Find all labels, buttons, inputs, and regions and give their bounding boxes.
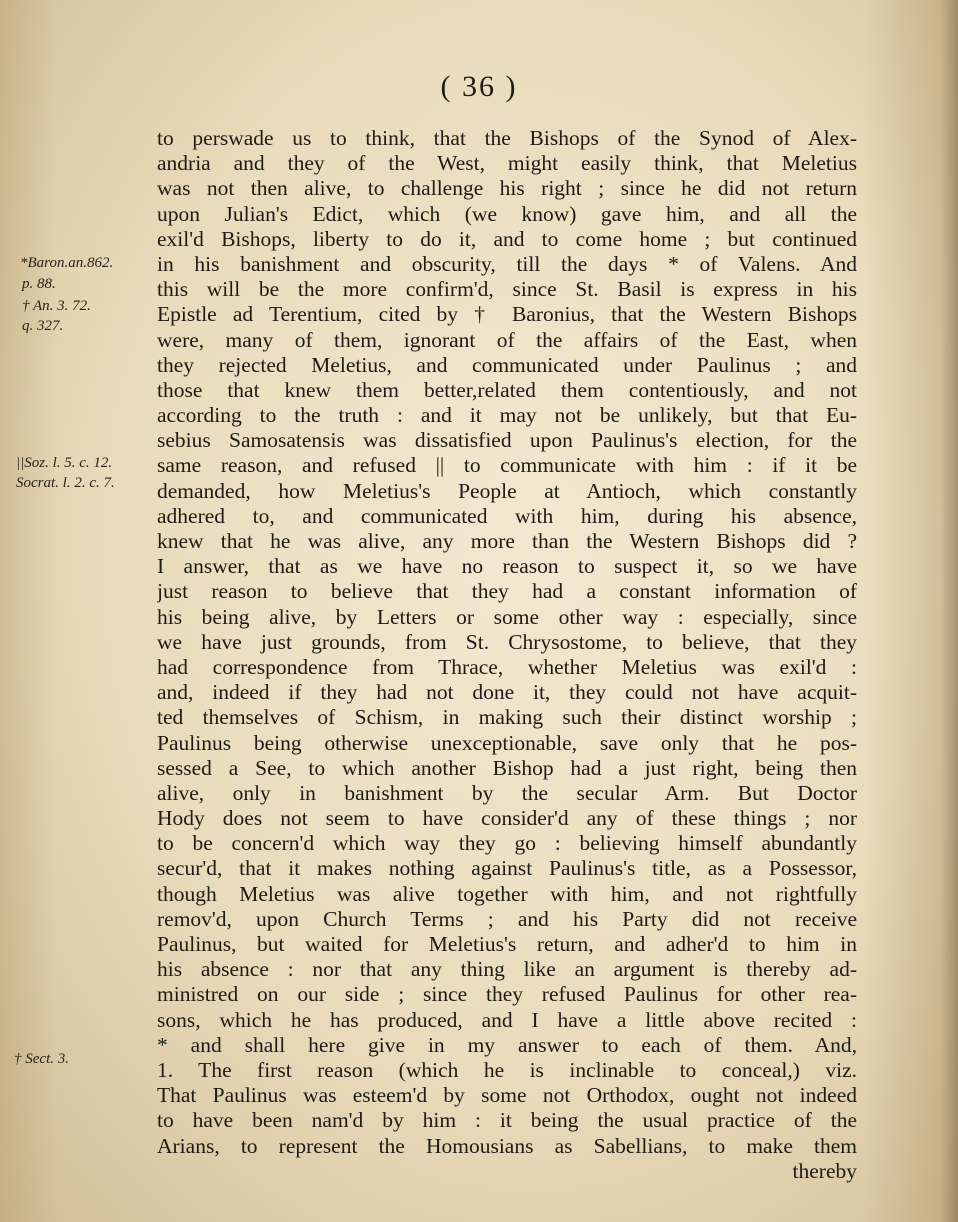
text-line: knew that he was alive, any more than the Western Bishops did ? — [157, 529, 857, 553]
text-line: according to the truth : and it may not be unlikely, but that Eu- — [157, 403, 857, 428]
text-line: ted themselves of Schism, in making such their distinct worship ; — [157, 705, 857, 730]
margin-note: ||Soz. l. 5. c. 12. — [16, 455, 113, 471]
text-line: sebius Samosatensis was dissatisfied upon Paulinus's election, for the — [157, 428, 857, 453]
text-line: andria and they of the West, might easily think, that Meletius — [157, 151, 857, 176]
text-line: That Paulinus was esteem'd by some not Orthodox, ought not indeed — [157, 1083, 857, 1108]
text-line: to perswade us to think, that the Bishops of the Synod of Alex- — [157, 126, 857, 150]
margin-note: † Sect. 3. — [14, 1051, 69, 1067]
text-line: and, indeed if they had not done it, they could not have acquit- — [157, 680, 857, 705]
text-line: exil'd Bishops, liberty to do it, and to come home ; but continued — [157, 226, 857, 251]
text-line: his absence : nor that any thing like an argument is thereby ad- — [157, 957, 857, 982]
text-line: those that knew them better,related them contentiously, and not — [157, 377, 857, 402]
margin-note: *Baron.an.862. — [20, 255, 114, 271]
text-line: sons, which he has produced, and I have a little above recited : — [157, 1007, 857, 1032]
text-line: was not then alive, to challenge his right ; since he did not return — [157, 176, 857, 201]
text-line: to have been nam'd by him : it being the usual practice of the — [157, 1108, 857, 1133]
text-line: remov'd, upon Church Terms ; and his Party did not receive — [157, 906, 857, 931]
text-line: sessed a See, to which another Bishop had a just right, being then — [157, 755, 857, 780]
text-line: had correspondence from Thrace, whether Meletius was exil'd : — [157, 654, 857, 679]
text-line: though Meletius was alive together with him, and not rightfully — [157, 881, 857, 906]
body-text — [157, 126, 857, 1184]
margin-note: Socrat. l. 2. c. 7. — [16, 475, 115, 491]
text-line: Arians, to represent the Homousians as Sabellians, to make them — [157, 1133, 857, 1158]
text-line: Epistle ad Terentium, cited by † Baronius, that the Western Bishops — [157, 302, 857, 327]
text-line: just reason to believe that they had a constant information of — [157, 579, 857, 604]
text-line: adhered to, and communicated with him, during his absence, — [157, 503, 857, 528]
text-line: ministred on our side ; since they refused Paulinus for other rea- — [157, 982, 857, 1007]
text-line: were, many of them, ignorant of the affairs of the East, when — [157, 327, 857, 352]
text-line: 1. The first reason (which he is inclinable to conceal,) viz. — [157, 1057, 857, 1082]
text-line: * and shall here give in my answer to each of them. And, — [157, 1032, 857, 1057]
text-line: Hody does not seem to have consider'd any of these things ; nor — [157, 806, 857, 831]
text-line: Paulinus being otherwise unexceptionable, save only that he pos- — [157, 730, 857, 755]
text-line: this will be the more confirm'd, since St. Basil is express in his — [157, 277, 857, 302]
page-number: ( 36 ) — [440, 70, 518, 103]
text-line: alive, only in banishment by the secular Arm. But Doctor — [157, 780, 857, 805]
text-line: we have just grounds, from St. Chrysostome, to believe, that they — [157, 629, 857, 654]
margin-note: p. 88. — [22, 276, 56, 292]
margin-note: † An. 3. 72. — [22, 298, 91, 314]
text-line: same reason, and refused || to communicate with him : if it be — [157, 453, 857, 478]
text-line: demanded, how Meletius's People at Antioch, which constantly — [157, 478, 857, 503]
text-line: secur'd, that it makes nothing against Paulinus's title, as a Possessor, — [157, 856, 857, 881]
text-line: in his banishment and obscurity, till the days * of Valens. And — [157, 251, 857, 276]
text-line: his being alive, by Letters or some other way : especially, since — [157, 604, 857, 629]
text-line: they rejected Meletius, and communicated under Paulinus ; and — [157, 352, 857, 377]
catchword: thereby — [792, 1158, 857, 1183]
text-line: to be concern'd which way they go : believing himself abundantly — [157, 831, 857, 856]
margin-note: q. 327. — [22, 318, 64, 334]
page-gutter-shadow — [940, 0, 958, 1222]
text-line: Paulinus, but waited for Meletius's return, and adher'd to him in — [157, 932, 857, 956]
text-line: I answer, that as we have no reason to suspect it, so we have — [157, 554, 857, 579]
text-line: upon Julian's Edict, which (we know) gave him, and all the — [157, 201, 857, 226]
